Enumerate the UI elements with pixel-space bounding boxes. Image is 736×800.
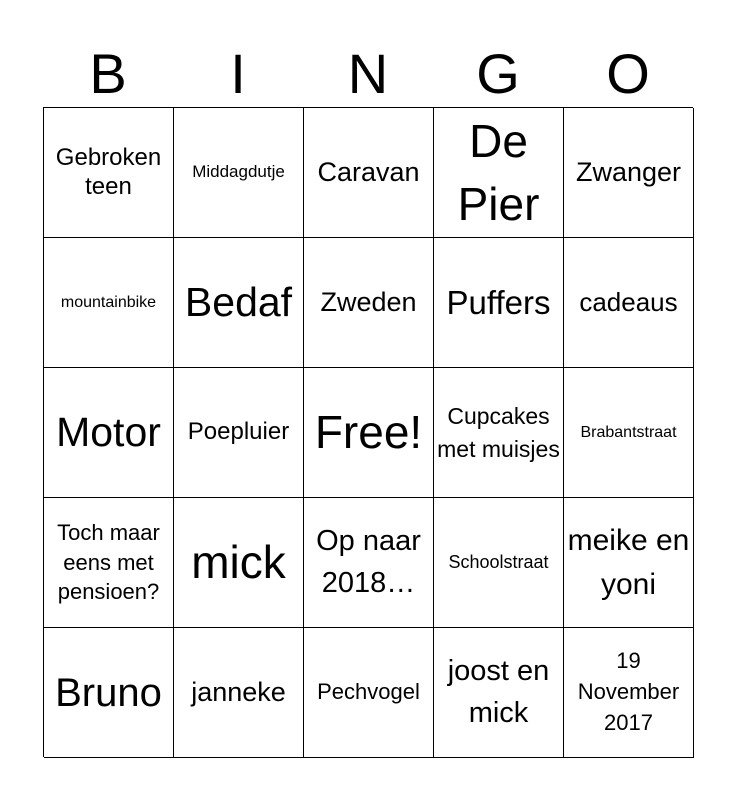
- bingo-cell[interactable]: Zwanger: [564, 108, 694, 238]
- bingo-cell[interactable]: Puffers: [434, 238, 564, 368]
- header-letter-g: G: [476, 42, 520, 105]
- bingo-cell[interactable]: Motor: [44, 368, 174, 498]
- header-letter-b: B: [89, 42, 127, 105]
- bingo-cell[interactable]: Middagdutje: [174, 108, 304, 238]
- bingo-cell[interactable]: Brabantstraat: [564, 368, 694, 498]
- bingo-cell[interactable]: Schoolstraat: [434, 498, 564, 628]
- bingo-cell[interactable]: Pechvogel: [304, 628, 434, 758]
- header-letter-n: N: [347, 42, 389, 105]
- bingo-cell[interactable]: Gebroken teen: [44, 108, 174, 238]
- bingo-cell[interactable]: Zweden: [304, 238, 434, 368]
- bingo-cell[interactable]: Cupcakes met muisjes: [434, 368, 564, 498]
- bingo-cell[interactable]: Caravan: [304, 108, 434, 238]
- bingo-cell[interactable]: janneke: [174, 628, 304, 758]
- bingo-cell[interactable]: joost en mick: [434, 628, 564, 758]
- bingo-card: [43, 107, 693, 757]
- bingo-cell[interactable]: cadeaus: [564, 238, 694, 368]
- bingo-cell[interactable]: meike en yoni: [564, 498, 694, 628]
- bingo-cell[interactable]: Poepluier: [174, 368, 304, 498]
- bingo-cell[interactable]: mick: [174, 498, 304, 628]
- bingo-header: [43, 40, 693, 108]
- bingo-cell[interactable]: Op naar 2018…: [304, 498, 434, 628]
- bingo-cell[interactable]: Bedaf: [174, 238, 304, 368]
- bingo-cell[interactable]: Toch maar eens met pensioen?: [44, 498, 174, 628]
- bingo-cell[interactable]: Bruno: [44, 628, 174, 758]
- bingo-cell[interactable]: De Pier: [434, 108, 564, 238]
- bingo-cell[interactable]: mountainbike: [44, 238, 174, 368]
- bingo-cell[interactable]: 19 November 2017: [564, 628, 694, 758]
- header-letter-o: O: [606, 42, 650, 105]
- free-space-cell[interactable]: Free!: [304, 368, 434, 498]
- header-letter-i: I: [230, 42, 246, 105]
